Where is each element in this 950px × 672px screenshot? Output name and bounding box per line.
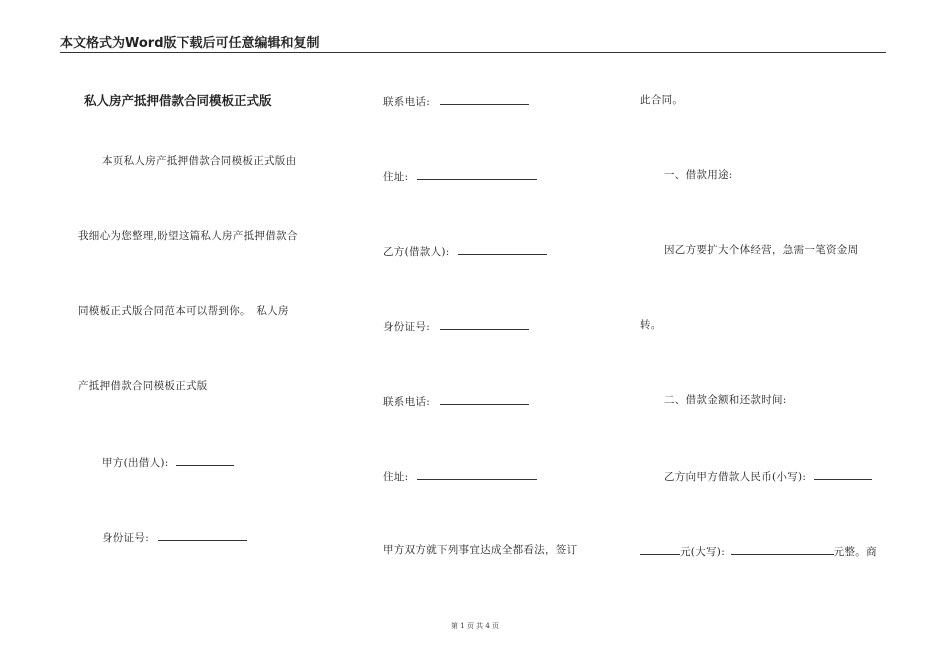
amount-yuan-blank	[640, 543, 680, 555]
id-number-field-2	[383, 318, 529, 334]
section-1-heading: 一、借款用途:	[664, 169, 733, 181]
phone-blank-1	[440, 93, 529, 105]
section-1-text-1: 因乙方要扩大个体经营，急需一笔资金周	[664, 244, 859, 256]
phone-label-2: 联系电话:	[383, 396, 431, 408]
id-number-label: 身份证号:	[102, 532, 150, 544]
address-label-2: 住址:	[383, 471, 409, 483]
amount-big-blank	[731, 543, 834, 555]
amount-big-field	[640, 543, 877, 559]
intro-line-4: 产抵押借款合同模板正式版	[78, 380, 208, 392]
intro-line-2: 我细心为您整理,盼望这篇私人房产抵押借款合	[78, 230, 298, 242]
amount-small-label: 乙方向甲方借款人民币(小写):	[664, 471, 807, 483]
amount-small-blank	[814, 468, 872, 480]
page-header	[60, 36, 886, 53]
phone-field-1	[383, 93, 529, 109]
party-a-label: 甲方(出借人):	[102, 457, 169, 469]
intro-line-1: 本页私人房产抵押借款合同模板正式版由	[102, 155, 297, 167]
section-2-heading: 二、借款金额和还款时间:	[664, 394, 787, 406]
header-text: 本文格式为Word版下载后可任意编辑和复制	[60, 36, 320, 51]
id-number-blank-2	[440, 318, 529, 330]
phone-blank-2	[440, 393, 529, 405]
id-number-field	[102, 529, 247, 545]
amount-big-label: 元(大写):	[680, 546, 726, 558]
id-number-blank	[158, 529, 247, 541]
party-a-blank	[176, 454, 234, 466]
phone-field-2	[383, 393, 529, 409]
intro-line-3: 同模板正式版合同范本可以帮到你。 私人房	[78, 305, 289, 317]
agreement-end: 此合同。	[640, 94, 684, 106]
document-title: 私人房产抵押借款合同模板正式版	[84, 93, 272, 108]
page-footer: 第 1 页 共 4 页	[450, 622, 500, 630]
address-field-2	[383, 468, 537, 484]
amount-end-text: 元整。商	[833, 546, 877, 558]
party-b-field	[383, 243, 547, 259]
phone-label-1: 联系电话:	[383, 96, 431, 108]
address-field-1	[383, 168, 537, 184]
agreement-text: 甲方双方就下列事宜达成全都看法，签订	[383, 544, 578, 556]
section-1-text-2: 转。	[640, 319, 662, 331]
party-a-field	[102, 454, 234, 470]
amount-small-field	[664, 468, 872, 484]
address-blank-1	[417, 168, 537, 180]
address-blank-2	[417, 468, 537, 480]
party-b-blank	[458, 243, 547, 255]
party-b-label: 乙方(借款人):	[383, 246, 450, 258]
id-number-label-2: 身份证号:	[383, 321, 431, 333]
address-label-1: 住址:	[383, 171, 409, 183]
